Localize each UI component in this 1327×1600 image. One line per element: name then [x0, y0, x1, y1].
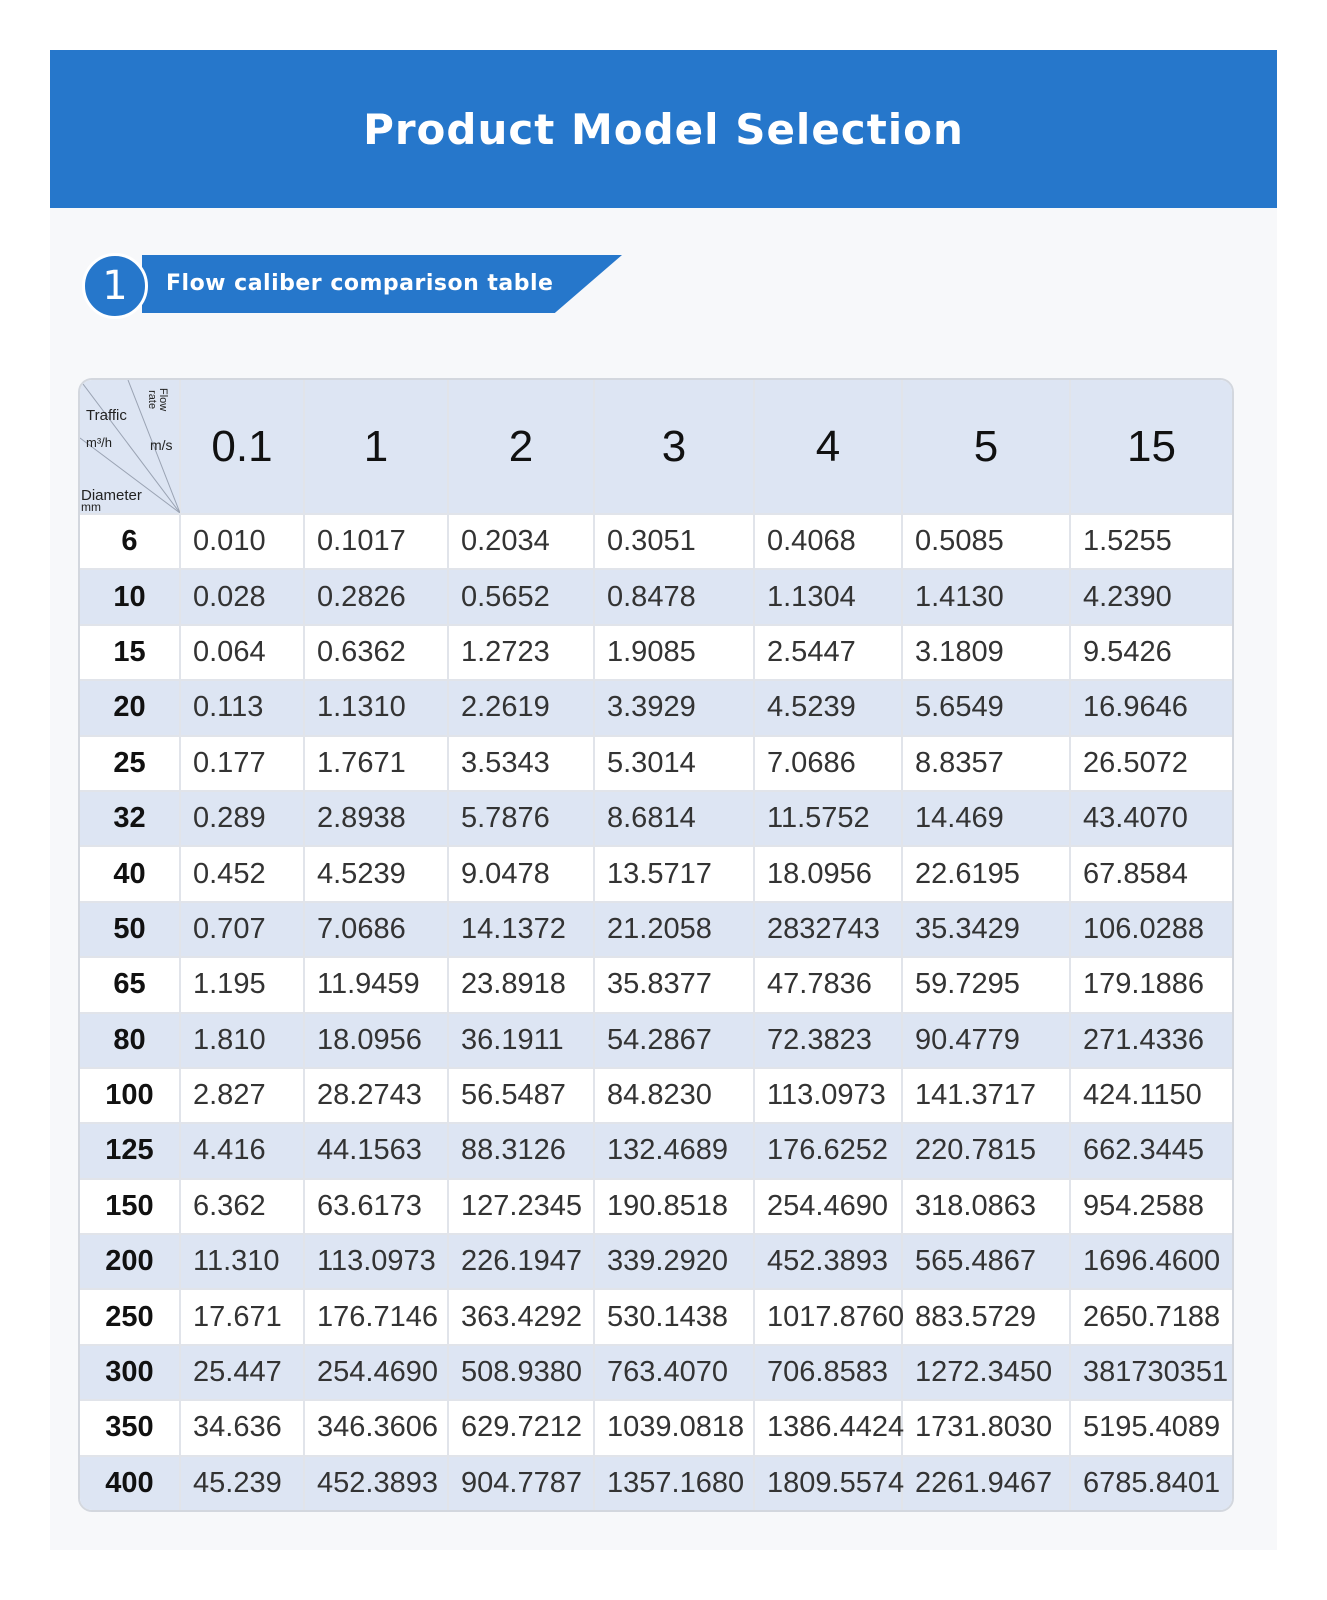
traffic-value-cell: 35.8377 — [594, 957, 754, 1012]
table-row — [80, 736, 1232, 791]
traffic-value-cell: 22.6195 — [902, 846, 1070, 901]
traffic-value-cell: 21.2058 — [594, 902, 754, 957]
traffic-value-cell: 883.5729 — [902, 1289, 1070, 1344]
traffic-value-cell: 36.1911 — [448, 1013, 594, 1068]
traffic-value-cell: 26.5072 — [1070, 736, 1232, 791]
traffic-value-cell: 2.5447 — [754, 625, 902, 680]
page-title: Product Model Selection — [363, 104, 964, 154]
traffic-value-cell: 226.1947 — [448, 1234, 594, 1289]
table-row — [80, 569, 1232, 624]
flow-rate-label: Flow rate — [146, 388, 169, 412]
traffic-value-cell: 4.5239 — [754, 680, 902, 735]
traffic-value-cell: 63.6173 — [304, 1179, 448, 1234]
column-header-flow-rate: 2 — [448, 380, 594, 514]
traffic-value-cell: 47.7836 — [754, 957, 902, 1012]
traffic-value-cell: 84.8230 — [594, 1068, 754, 1123]
diameter-cell: 200 — [80, 1234, 180, 1289]
traffic-value-cell: 1.7671 — [304, 736, 448, 791]
traffic-value-cell: 1809.5574 — [754, 1456, 902, 1510]
traffic-value-cell: 0.5085 — [902, 514, 1070, 569]
traffic-value-cell: 0.8478 — [594, 569, 754, 624]
traffic-value-cell: 0.010 — [180, 514, 304, 569]
table-row — [80, 514, 1232, 569]
traffic-value-cell: 25.447 — [180, 1345, 304, 1400]
traffic-value-cell: 0.6362 — [304, 625, 448, 680]
traffic-value-cell: 17.671 — [180, 1289, 304, 1344]
traffic-value-cell: 28.2743 — [304, 1068, 448, 1123]
traffic-value-cell: 141.3717 — [902, 1068, 1070, 1123]
diameter-cell: 250 — [80, 1289, 180, 1344]
corner-header-cell — [80, 380, 180, 514]
traffic-value-cell: 0.3051 — [594, 514, 754, 569]
traffic-value-cell: 176.6252 — [754, 1123, 902, 1178]
table-row — [80, 1234, 1232, 1289]
diameter-cell: 32 — [80, 791, 180, 846]
traffic-value-cell: 8.6814 — [594, 791, 754, 846]
traffic-value-cell: 6.362 — [180, 1179, 304, 1234]
diameter-label: Diameter — [81, 487, 142, 504]
traffic-value-cell: 1731.8030 — [902, 1400, 1070, 1455]
table-row — [80, 625, 1232, 680]
traffic-value-cell: 3.5343 — [448, 736, 594, 791]
traffic-value-cell: 23.8918 — [448, 957, 594, 1012]
traffic-value-cell: 14.469 — [902, 791, 1070, 846]
traffic-value-cell: 0.289 — [180, 791, 304, 846]
traffic-value-cell: 565.4867 — [902, 1234, 1070, 1289]
section-number-badge: 1 — [82, 253, 148, 319]
traffic-value-cell: 4.2390 — [1070, 569, 1232, 624]
traffic-value-cell: 106.0288 — [1070, 902, 1232, 957]
table-row — [80, 1289, 1232, 1344]
flow-rate-unit: m/s — [150, 437, 173, 453]
diameter-cell: 350 — [80, 1400, 180, 1455]
traffic-value-cell: 1272.3450 — [902, 1345, 1070, 1400]
diameter-cell: 400 — [80, 1456, 180, 1510]
traffic-label: Traffic — [86, 407, 127, 424]
diameter-cell: 80 — [80, 1013, 180, 1068]
traffic-value-cell: 0.452 — [180, 846, 304, 901]
column-header-flow-rate: 1 — [304, 380, 448, 514]
table-body — [80, 514, 1232, 1510]
diameter-cell: 50 — [80, 902, 180, 957]
traffic-value-cell: 0.028 — [180, 569, 304, 624]
traffic-value-cell: 9.0478 — [448, 846, 594, 901]
diameter-cell: 15 — [80, 625, 180, 680]
traffic-value-cell: 954.2588 — [1070, 1179, 1232, 1234]
traffic-value-cell: 254.4690 — [754, 1179, 902, 1234]
traffic-value-cell: 4.5239 — [304, 846, 448, 901]
traffic-value-cell: 1.4130 — [902, 569, 1070, 624]
traffic-value-cell: 14.1372 — [448, 902, 594, 957]
diameter-cell: 10 — [80, 569, 180, 624]
diameter-unit: mm — [81, 500, 101, 514]
traffic-value-cell: 11.5752 — [754, 791, 902, 846]
traffic-value-cell: 3.1809 — [902, 625, 1070, 680]
flow-caliber-table — [78, 378, 1234, 1512]
traffic-value-cell: 35.3429 — [902, 902, 1070, 957]
traffic-value-cell: 5.7876 — [448, 791, 594, 846]
traffic-value-cell: 508.9380 — [448, 1345, 594, 1400]
traffic-value-cell: 629.7212 — [448, 1400, 594, 1455]
column-header-flow-rate: 3 — [594, 380, 754, 514]
table-row — [80, 1345, 1232, 1400]
traffic-value-cell: 1696.4600 — [1070, 1234, 1232, 1289]
table-row — [80, 1013, 1232, 1068]
diameter-cell: 20 — [80, 680, 180, 735]
traffic-value-cell: 424.1150 — [1070, 1068, 1232, 1123]
traffic-value-cell: 59.7295 — [902, 957, 1070, 1012]
traffic-value-cell: 0.113 — [180, 680, 304, 735]
traffic-value-cell: 339.2920 — [594, 1234, 754, 1289]
section-heading — [82, 253, 622, 319]
traffic-value-cell: 18.0956 — [304, 1013, 448, 1068]
traffic-value-cell: 43.4070 — [1070, 791, 1232, 846]
traffic-value-cell: 9.5426 — [1070, 625, 1232, 680]
traffic-value-cell: 88.3126 — [448, 1123, 594, 1178]
traffic-value-cell: 90.4779 — [902, 1013, 1070, 1068]
table-header-row — [80, 380, 1232, 514]
traffic-value-cell: 6785.8401 — [1070, 1456, 1232, 1510]
traffic-value-cell: 2261.9467 — [902, 1456, 1070, 1510]
traffic-value-cell: 0.2034 — [448, 514, 594, 569]
traffic-value-cell: 220.7815 — [902, 1123, 1070, 1178]
traffic-value-cell: 190.8518 — [594, 1179, 754, 1234]
table-row — [80, 680, 1232, 735]
traffic-value-cell: 662.3445 — [1070, 1123, 1232, 1178]
traffic-value-cell: 179.1886 — [1070, 957, 1232, 1012]
traffic-value-cell: 1.1310 — [304, 680, 448, 735]
traffic-value-cell: 452.3893 — [754, 1234, 902, 1289]
traffic-value-cell: 5.6549 — [902, 680, 1070, 735]
traffic-value-cell: 16.9646 — [1070, 680, 1232, 735]
traffic-value-cell: 2.827 — [180, 1068, 304, 1123]
selection-panel — [50, 50, 1277, 1550]
traffic-value-cell: 271.4336 — [1070, 1013, 1232, 1068]
column-header-flow-rate: 4 — [754, 380, 902, 514]
traffic-value-cell: 1017.8760 — [754, 1289, 902, 1344]
traffic-value-cell: 2.2619 — [448, 680, 594, 735]
diameter-cell: 25 — [80, 736, 180, 791]
diameter-cell: 40 — [80, 846, 180, 901]
traffic-value-cell: 56.5487 — [448, 1068, 594, 1123]
traffic-value-cell: 4.416 — [180, 1123, 304, 1178]
traffic-value-cell: 54.2867 — [594, 1013, 754, 1068]
traffic-value-cell: 44.1563 — [304, 1123, 448, 1178]
table-row — [80, 902, 1232, 957]
diameter-cell: 150 — [80, 1179, 180, 1234]
traffic-value-cell: 7.0686 — [754, 736, 902, 791]
diameter-cell: 6 — [80, 514, 180, 569]
traffic-value-cell: 0.177 — [180, 736, 304, 791]
traffic-value-cell: 5195.4089 — [1070, 1400, 1232, 1455]
table-row — [80, 1456, 1232, 1510]
traffic-value-cell: 2650.7188 — [1070, 1289, 1232, 1344]
traffic-value-cell: 1357.1680 — [594, 1456, 754, 1510]
table-row — [80, 791, 1232, 846]
diameter-cell: 300 — [80, 1345, 180, 1400]
traffic-value-cell: 67.8584 — [1070, 846, 1232, 901]
traffic-value-cell: 127.2345 — [448, 1179, 594, 1234]
traffic-value-cell: 1.2723 — [448, 625, 594, 680]
table-row — [80, 846, 1232, 901]
traffic-value-cell: 904.7787 — [448, 1456, 594, 1510]
section-title: Flow caliber comparison table — [166, 270, 554, 296]
traffic-value-cell: 763.4070 — [594, 1345, 754, 1400]
traffic-value-cell: 34.636 — [180, 1400, 304, 1455]
traffic-value-cell: 72.3823 — [754, 1013, 902, 1068]
table-row — [80, 1123, 1232, 1178]
traffic-value-cell: 530.1438 — [594, 1289, 754, 1344]
traffic-value-cell: 346.3606 — [304, 1400, 448, 1455]
traffic-value-cell: 2.8938 — [304, 791, 448, 846]
traffic-value-cell: 45.239 — [180, 1456, 304, 1510]
traffic-value-cell: 0.5652 — [448, 569, 594, 624]
traffic-value-cell: 0.707 — [180, 902, 304, 957]
header-banner — [50, 50, 1277, 208]
diameter-cell: 100 — [80, 1068, 180, 1123]
traffic-value-cell: 1386.4424 — [754, 1400, 902, 1455]
traffic-value-cell: 1.195 — [180, 957, 304, 1012]
table-row — [80, 1400, 1232, 1455]
table-row — [80, 1179, 1232, 1234]
traffic-value-cell: 0.064 — [180, 625, 304, 680]
traffic-value-cell: 132.4689 — [594, 1123, 754, 1178]
column-header-flow-rate: 0.1 — [180, 380, 304, 514]
column-header-flow-rate: 5 — [902, 380, 1070, 514]
traffic-value-cell: 113.0973 — [754, 1068, 902, 1123]
traffic-value-cell: 0.4068 — [754, 514, 902, 569]
traffic-value-cell: 318.0863 — [902, 1179, 1070, 1234]
traffic-value-cell: 11.310 — [180, 1234, 304, 1289]
traffic-value-cell: 381730351 — [1070, 1345, 1232, 1400]
traffic-value-cell: 1.810 — [180, 1013, 304, 1068]
traffic-value-cell: 3.3929 — [594, 680, 754, 735]
traffic-value-cell: 0.2826 — [304, 569, 448, 624]
traffic-value-cell: 0.1017 — [304, 514, 448, 569]
table-row — [80, 957, 1232, 1012]
traffic-value-cell: 18.0956 — [754, 846, 902, 901]
traffic-value-cell: 363.4292 — [448, 1289, 594, 1344]
traffic-value-cell: 254.4690 — [304, 1345, 448, 1400]
diameter-cell: 65 — [80, 957, 180, 1012]
column-header-flow-rate: 15 — [1070, 380, 1232, 514]
traffic-value-cell: 1.5255 — [1070, 514, 1232, 569]
traffic-value-cell: 1039.0818 — [594, 1400, 754, 1455]
traffic-value-cell: 1.9085 — [594, 625, 754, 680]
traffic-value-cell: 1.1304 — [754, 569, 902, 624]
diameter-cell: 125 — [80, 1123, 180, 1178]
traffic-value-cell: 176.7146 — [304, 1289, 448, 1344]
traffic-unit: m³/h — [86, 435, 112, 450]
traffic-value-cell: 113.0973 — [304, 1234, 448, 1289]
traffic-value-cell: 452.3893 — [304, 1456, 448, 1510]
traffic-value-cell: 5.3014 — [594, 736, 754, 791]
traffic-value-cell: 7.0686 — [304, 902, 448, 957]
traffic-value-cell: 13.5717 — [594, 846, 754, 901]
traffic-value-cell: 706.8583 — [754, 1345, 902, 1400]
table-row — [80, 1068, 1232, 1123]
traffic-value-cell: 11.9459 — [304, 957, 448, 1012]
traffic-value-cell: 2832743 — [754, 902, 902, 957]
traffic-value-cell: 8.8357 — [902, 736, 1070, 791]
